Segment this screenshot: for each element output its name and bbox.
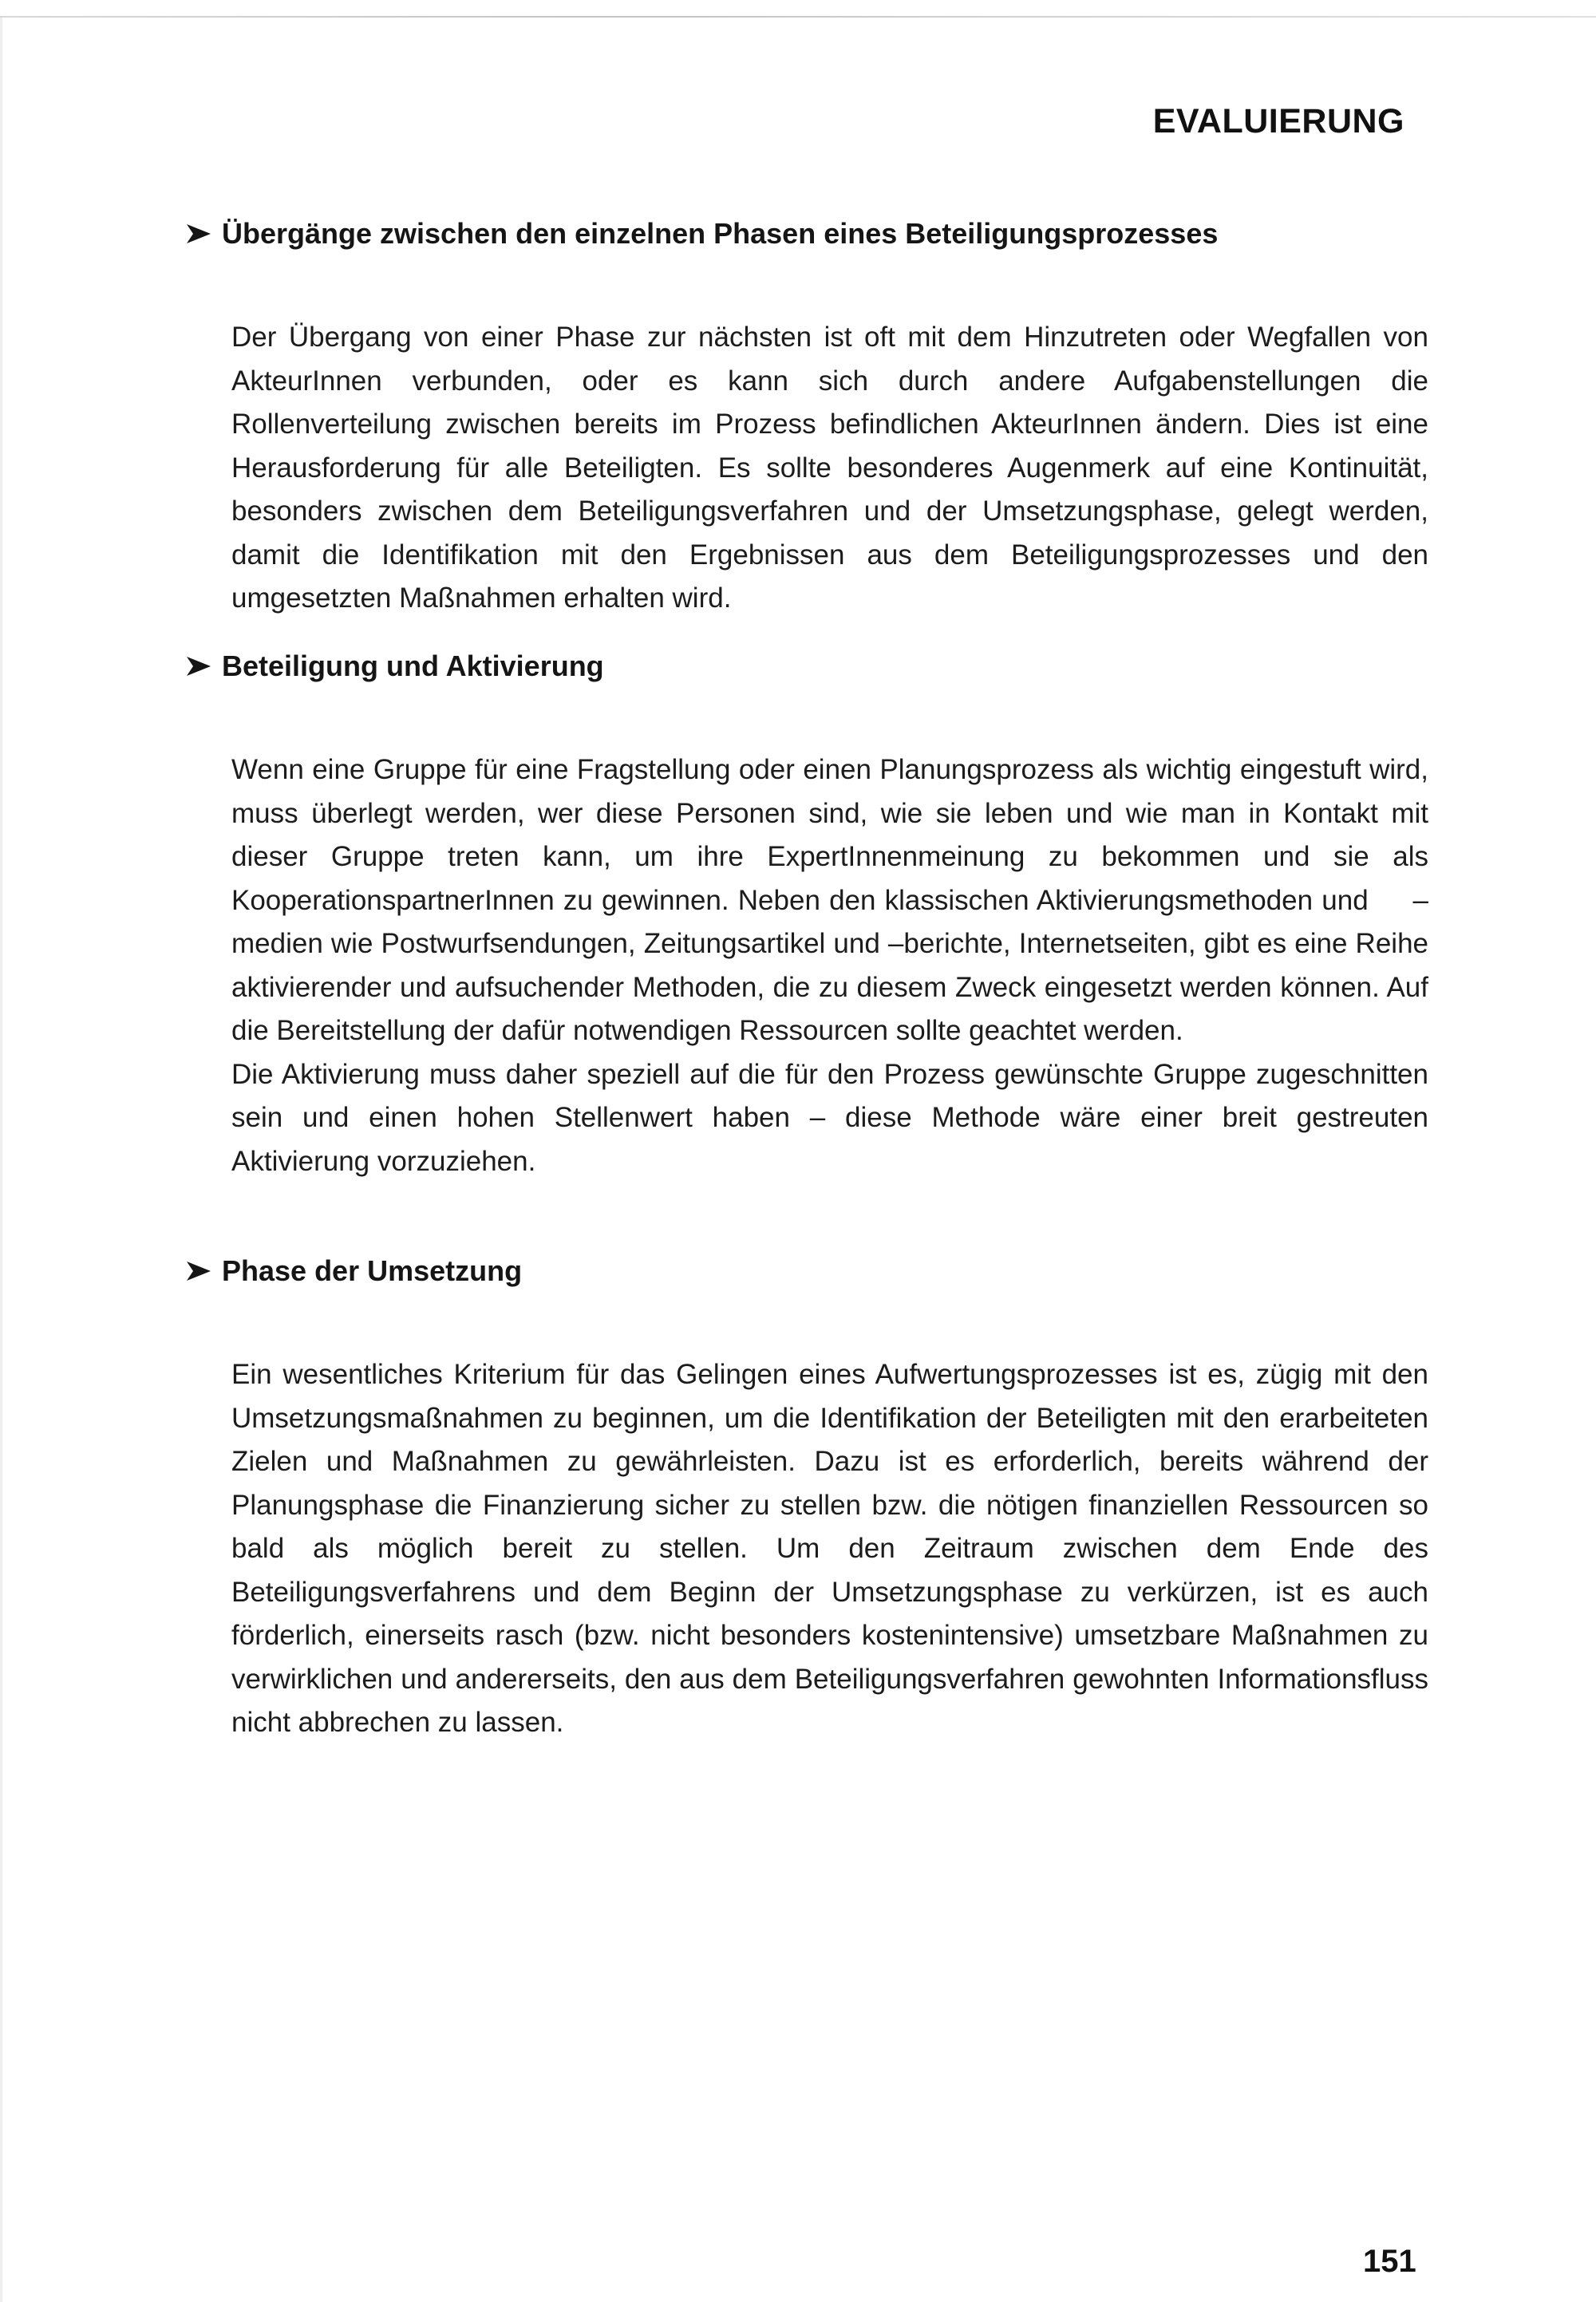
- paragraph: Ein wesentliches Kriterium für das Gelingen eines Aufwertungsprozesses ist es, zügig mit den Umsetzungsmaßnahmen zu beginnen, um die Identifikation der Beteiligten mit den erarbeiteten Zielen und Maßnahmen zu gewährleisten. Dazu ist es erforderlich, bereits während der Planungsphase die Finanzierung sicher zu stellen bzw. die nötigen finanziellen Ressourcen so bald als möglich bereit zu stellen. Um den Zeitraum zwischen dem Ende des Beteiligungsverfahrens und dem Beginn der Umsetzungsphase zu verkürzen, ist es auch förderlich, einerseits rasch (bzw. nicht besonders kostenintensive) umsetzbare Maßnahmen zu verwirklichen und andererseits, den aus dem Beteiligungsverfahren gewohnten Informationsfluss nicht abbrechen zu lassen.: [231, 1359, 1428, 1738]
- section-uebergaenge: [187, 214, 1432, 621]
- paragraph: Die Aktivierung muss daher speziell auf die für den Prozess gewünschte Gruppe zugeschnitten sein und einen hohen Stellenwert haben – diese Methode wäre einer breit gestreuten Aktivierung vorzuziehen.: [231, 1058, 1428, 1177]
- section-body: [231, 748, 1436, 1183]
- running-head: EVALUIERUNG: [1152, 102, 1404, 140]
- arrowhead-right-icon: [187, 1262, 211, 1281]
- top-rule: [0, 16, 1596, 18]
- section-heading-text: Übergänge zwischen den einzelnen Phasen eines Beteiligungsprozesses: [222, 217, 1219, 250]
- arrowhead-right-icon: [187, 657, 211, 676]
- section-body: [231, 1353, 1428, 1745]
- section-body: [231, 316, 1428, 621]
- section-beteiligung-aktivierung: [187, 646, 1436, 1183]
- page-number: 151: [1363, 2244, 1416, 2279]
- scan-left-edge: [0, 18, 2, 2302]
- paragraph: Der Übergang von einer Phase zur nächsten ist oft mit dem Hinzutreten oder Wegfallen von AkteurInnen verbunden, oder es kann sich durch andere Aufgabenstellungen die Rollenverteilung zwischen bereits im Prozess befindlichen AkteurInnen ändern. Dies ist eine Herausforderung für alle Beteiligten. Es sollte besonderes Augenmerk auf eine Kontinuität, besonders zwischen dem Beteiligungsverfahren und der Umsetzungsphase, gelegt werden, damit die Identifikation mit den Ergebnissen aus dem Beteiligungsprozesses und den umgesetzten Maßnahmen erhalten wird.: [231, 322, 1428, 614]
- section-heading: [187, 646, 1432, 686]
- section-heading-text: Phase der Umsetzung: [222, 1254, 523, 1287]
- section-heading: [187, 214, 1432, 254]
- section-heading: [187, 1251, 1432, 1291]
- arrowhead-right-icon: [187, 224, 211, 243]
- section-phase-der-umsetzung: [187, 1251, 1432, 1745]
- paragraph: Wenn eine Gruppe für eine Fragstellung oder einen Planungsprozess als wichtig eingestuft wird, muss überlegt werden, wer diese Personen sind, wie sie leben und wie man in Kontakt mit dieser Gruppe treten kann, um ihre ExpertInnenmeinung zu bekommen und sie als KooperationspartnerInnen zu gewinnen. Neben den klassischen Aktivierungsmethoden und –medien wie Postwurfsendungen, Zeitungsartikel und –berichte, Internetseiten, gibt es eine Reihe aktivierender und aufsuchender Methoden, die zu diesem Zweck eingesetzt werden können. Auf die Bereitstellung der dafür notwendigen Ressourcen sollte geachtet werden.: [231, 754, 1436, 1046]
- section-heading-text: Beteiligung und Aktivierung: [222, 650, 604, 682]
